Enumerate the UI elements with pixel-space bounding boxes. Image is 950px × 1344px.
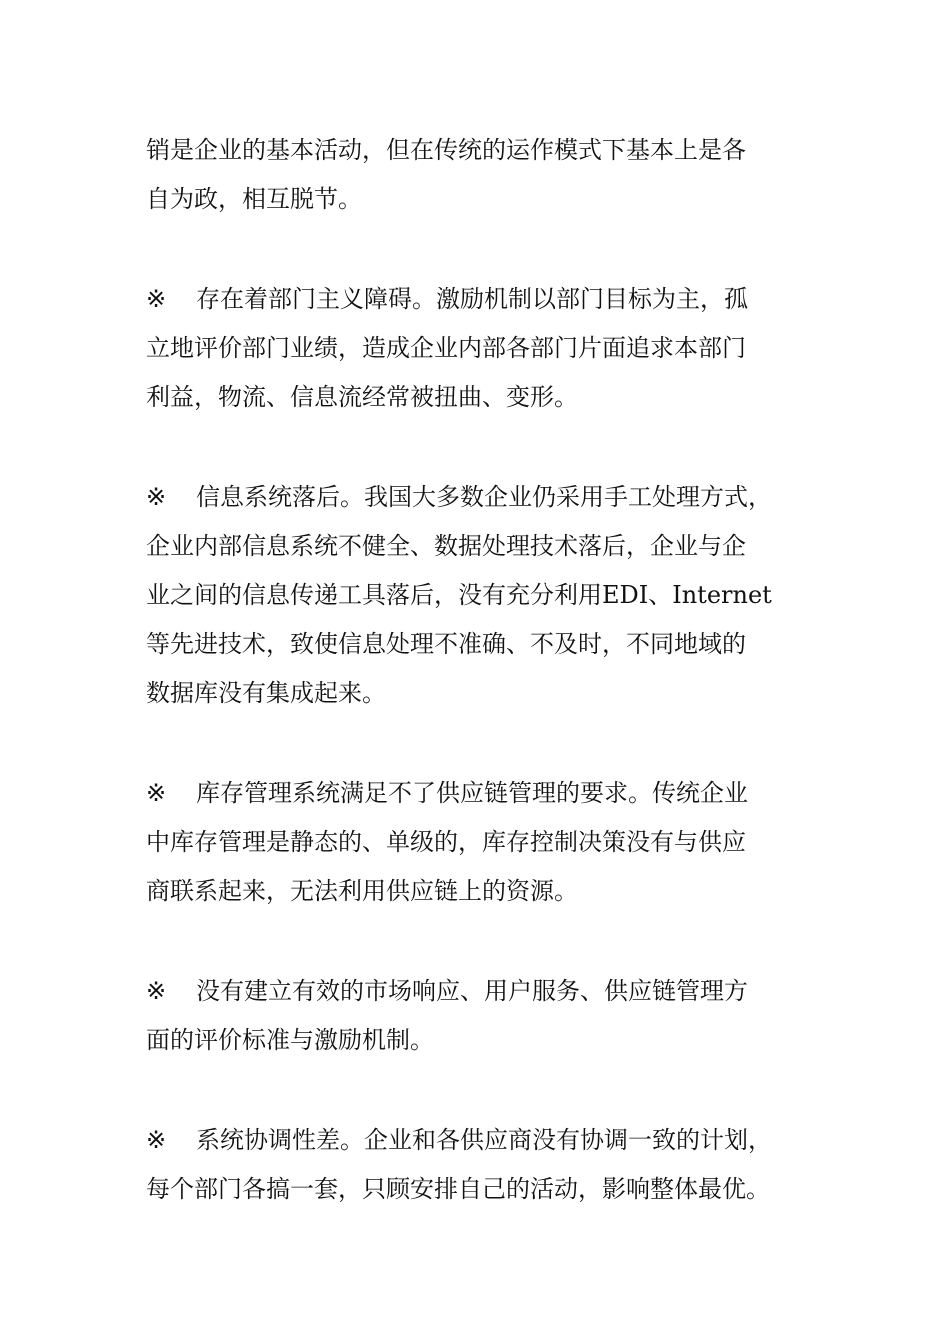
text-line: 企业内部信息系统不健全、数据处理技术落后，企业与企 [146,532,746,560]
paragraph-evaluation-standards [146,967,806,1065]
text-line: 信息系统落后。我国大多数企业仍采用手工处理方式， [196,483,772,511]
paragraph-information-system [146,473,806,718]
document-body [146,126,806,1214]
paragraph-continuation [146,126,806,224]
reference-mark: ※ [146,779,167,807]
paragraph-system-coordination [146,1116,806,1214]
text-line: 每个部门各搞一套，只顾安排自己的活动，影响整体最优。 [146,1175,770,1203]
text-line: 中库存管理是静态的、单级的，库存控制决策没有与供应 [146,828,746,856]
text-line: 数据库没有集成起来。 [146,679,386,707]
text-line: 立地评价部门业绩，造成企业内部各部门片面追求本部门 [146,334,746,362]
text-line: 等先进技术，致使信息处理不准确、不及时，不同地域的 [146,630,746,658]
paragraph-inventory-management [146,769,806,916]
reference-mark: ※ [146,977,167,1005]
text-line: 商联系起来，无法利用供应链上的资源。 [146,877,578,905]
text-line: 销是企业的基本活动，但在传统的运作模式下基本上是各 [146,136,746,164]
text-line: 库存管理系统满足不了供应链管理的要求。传统企业 [196,779,748,807]
reference-mark: ※ [146,285,167,313]
reference-mark: ※ [146,483,167,511]
text-line: 面的评价标准与激励机制。 [146,1026,434,1054]
reference-mark: ※ [146,1126,167,1154]
text-line: 自为政，相互脱节。 [146,185,362,213]
text-line: 存在着部门主义障碍。激励机制以部门目标为主，孤 [196,285,748,313]
paragraph-department-barrier [146,275,806,422]
text-line: 利益，物流、信息流经常被扭曲、变形。 [146,383,578,411]
text-line: 系统协调性差。企业和各供应商没有协调一致的计划， [196,1126,772,1154]
text-line: 没有建立有效的市场响应、用户服务、供应链管理方 [196,977,748,1005]
text-line: 业之间的信息传递工具落后，没有充分利用EDI、Internet [146,581,772,609]
